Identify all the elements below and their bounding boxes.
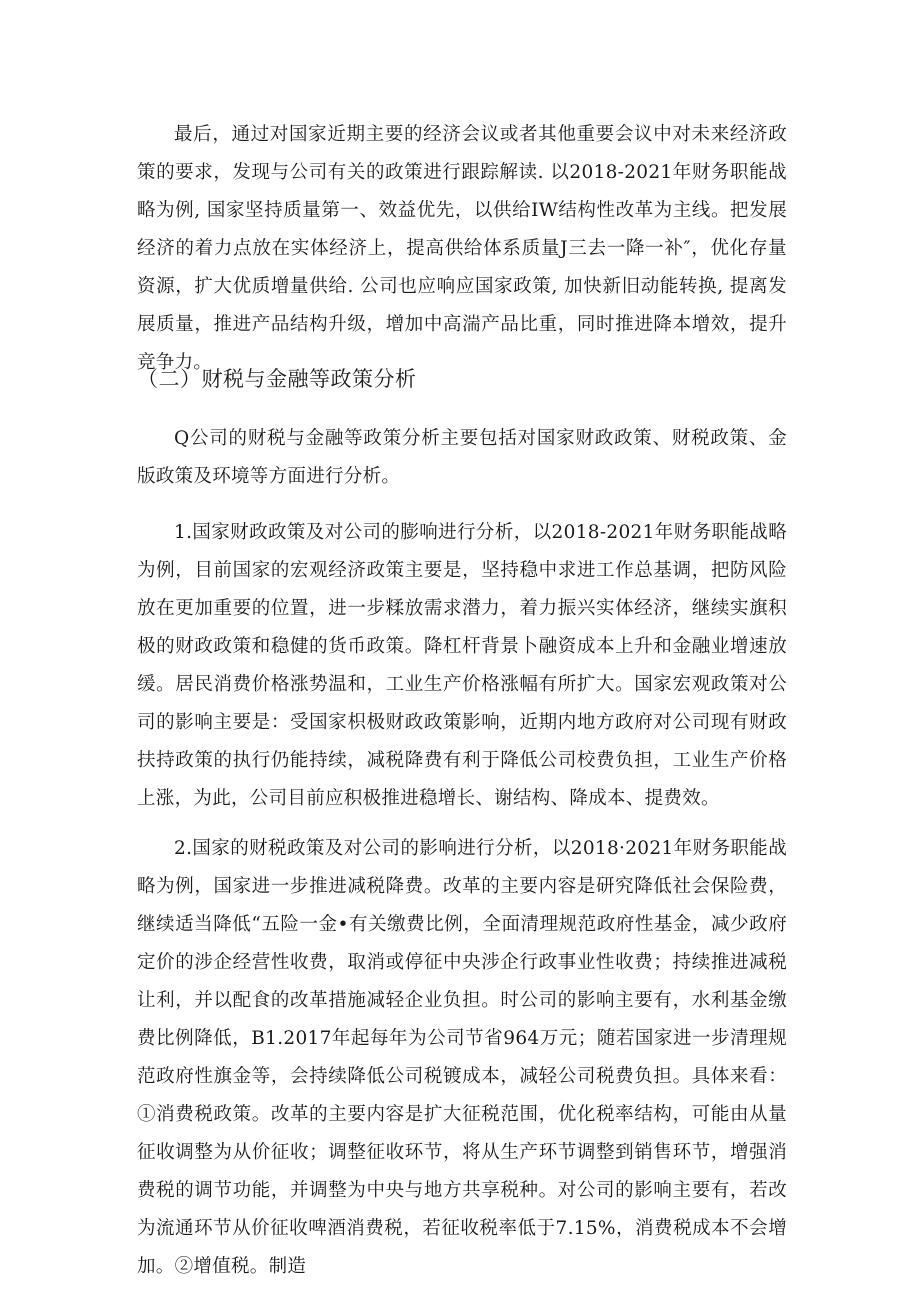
section-heading-fiscal-financial: （二）财税与金融等政策分析 — [137, 367, 417, 391]
paragraph-tax-policy: 2.国家的财税政策及对公司的影响进行分析，以2018·2021年财务职能战略为例，国家进一步推进减税降费。改革的主要内容是研究降低社会保险费，继续适当降低“五险一金•有关缴费比例，全面清理规范政府性基金，减少政府定价的涉企经营性收费，取消或停征中央涉企行政事业性收费；持续推进减税让利，并以配食的改革措施减轻企业负担。时公司的影响主要有，水利基金缴费比例降低，B1.2017年起每年为公司节省964万元；随若国家进一步清理规范政府性旗金等，会持续降低公司税镀成本，减轻公司税费负担。具体来看：①消费税政策。改革的主要内容是扩大征税范围，优化税率结构，可能由从量征收调整为从价征收；调整征收环节，将从生产环节调整到销售环节，增强消费税的调节功能，并调整为中央与地方共享税种。对公司的影响主要有，若改为流通环节从价征收啤酒消费税，若征收税率低于7.15%，消费税成本不会增加。②增值税。制造 — [137, 838, 787, 1277]
paragraph-analysis-overview: Q公司的财税与金融等政策分析主要包括对国家财政政策、财税政策、金版政策及环境等方面进行分析。 — [137, 428, 787, 487]
paragraph-policy-tracking: 最后，通过对国家近期主要的经济会议或者其他重要会议中对未来经济政策的要求，发现与公司有关的政策进行跟踪解读. 以2018-2021年财务职能战略为例, 国家坚持质量第一、效益优先，以供给IW结构性改革为主线。把发展经济的着力点放在实体经济上，提高供给体系质量J三去一降一补″，优化存量资源，扩大优质增量供给. 公司也应响应国家政策, 加快新旧动能转换, 提离发展质量，推进产品结构升级，增加中高湍产品比重，同时推进降本增效，提升竞争力。 — [137, 124, 787, 373]
paragraph-fiscal-policy: 1.国家财政政策及对公司的膨响进行分析，以2018-2021年财务职能战略为例，目前国家的宏观经济政策主要是，坚持稳中求进工作总基调，把防风险放在更加重要的位置，进一步糅放需求潜力，着力振兴实体经济，继续实旗积极的财政政策和稳健的货币政策。降杠杆背景卜融资成本上升和金融业增速放缓。居民消费价格涨势温和，工业生产价格涨幅有所扩大。国家宏观政策对公司的影响主要是：受国家枳极财政政策影响，近期内地方政府对公司现有财政扶持政策的执行仍能持续，减税降费有利于降低公司校费负担，工业生产价格上涨，为此，公司目前应积极推进稳增长、谢结构、降成本、提费效。 — [137, 522, 787, 809]
